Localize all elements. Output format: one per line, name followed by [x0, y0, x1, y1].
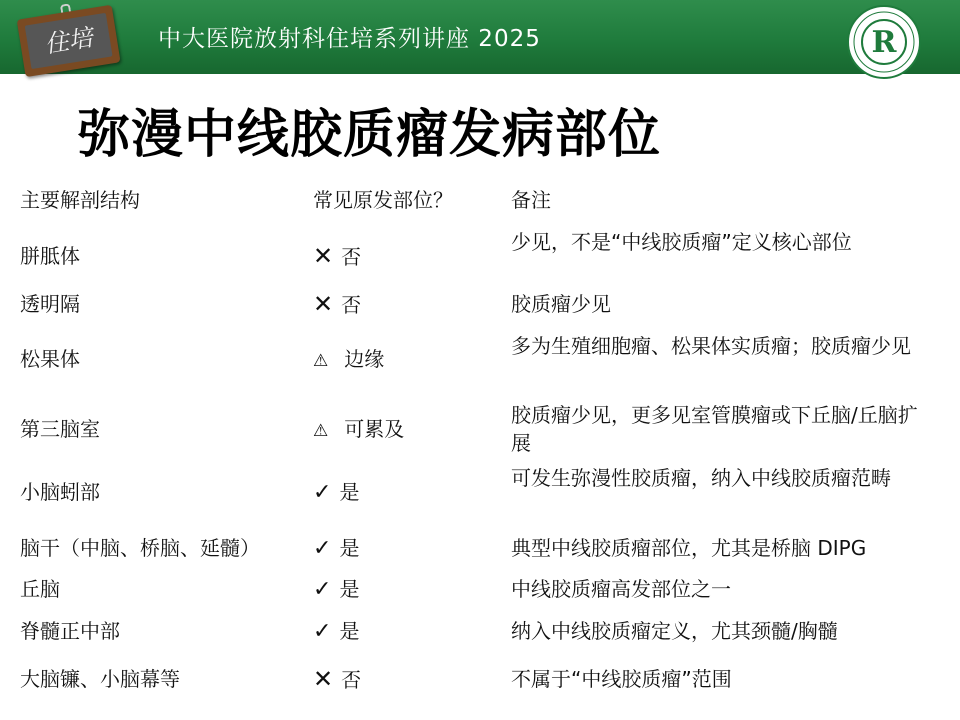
sign-text: 住培 — [42, 23, 95, 59]
note-cell: 不属于“中线胶质瘤”范围 — [511, 667, 732, 691]
answer-text: 是 — [339, 536, 360, 560]
warning-icon: ⚠ — [313, 421, 329, 441]
header-bar — [0, 0, 960, 74]
check-icon: ✓ — [313, 480, 332, 505]
answer-text: 否 — [341, 668, 362, 692]
header-common-site: 常见原发部位？ — [313, 188, 453, 212]
header-notes: 备注 — [511, 188, 551, 212]
check-icon: ✓ — [313, 619, 332, 644]
answer-cell — [313, 665, 503, 694]
series-title: 中大医院放射科住培系列讲座 2025 — [158, 26, 541, 52]
answer-cell — [313, 345, 503, 375]
answer-text: 可累及 — [344, 417, 405, 441]
answer-cell — [313, 415, 503, 445]
note-cell: 少见，不是“中线胶质瘤”定义核心部位 — [511, 230, 852, 254]
note-cell: 纳入中线胶质瘤定义，尤其颈髓/胸髓 — [511, 619, 838, 643]
structure-cell: 大脑镰、小脑幕等 — [20, 667, 180, 691]
cross-icon: ✕ — [313, 242, 334, 270]
header-structure: 主要解剖结构 — [20, 188, 140, 212]
logo-letter: R — [871, 25, 897, 60]
answer-cell — [313, 290, 503, 319]
hospital-logo-icon — [846, 4, 922, 80]
answer-text: 否 — [341, 293, 362, 317]
structure-cell: 胼胝体 — [20, 244, 80, 268]
page-title: 弥漫中线胶质瘤发病部位 — [78, 105, 662, 165]
answer-cell — [313, 617, 503, 646]
answer-cell — [313, 575, 503, 604]
note-cell: 可发生弥漫性胶质瘤，纳入中线胶质瘤范畴 — [511, 466, 891, 490]
answer-cell — [313, 478, 503, 507]
answer-text: 否 — [341, 245, 362, 269]
cross-icon: ✕ — [313, 665, 334, 693]
answer-text: 是 — [339, 577, 360, 601]
answer-cell — [313, 242, 503, 271]
answer-text: 边缘 — [344, 347, 385, 371]
note-cell: 胶质瘤少见 — [511, 292, 611, 316]
structure-cell: 小脑蚓部 — [20, 480, 100, 504]
structure-cell: 透明隔 — [20, 292, 80, 316]
note-cell: 典型中线胶质瘤部位，尤其是桥脑 DIPG — [511, 536, 867, 560]
note-cell: 胶质瘤少见，更多见室管膜瘤或下丘脑/丘脑扩展 — [511, 403, 918, 455]
warning-icon: ⚠ — [313, 351, 329, 371]
answer-text: 是 — [339, 619, 360, 643]
note-cell: 中线胶质瘤高发部位之一 — [511, 577, 731, 601]
cross-icon: ✕ — [313, 290, 334, 318]
answer-cell — [313, 534, 503, 563]
answer-text: 是 — [339, 480, 360, 504]
check-icon: ✓ — [313, 536, 332, 561]
structure-cell: 松果体 — [20, 347, 80, 371]
chalkboard-sign — [15, 0, 120, 77]
structure-cell: 脑干（中脑、桥脑、延髓） — [20, 536, 260, 560]
structure-cell: 第三脑室 — [20, 417, 100, 441]
note-cell: 多为生殖细胞瘤、松果体实质瘤；胶质瘤少见 — [511, 334, 911, 358]
check-icon: ✓ — [313, 577, 332, 602]
structure-cell: 丘脑 — [20, 577, 60, 601]
structure-cell: 脊髓正中部 — [20, 619, 120, 643]
